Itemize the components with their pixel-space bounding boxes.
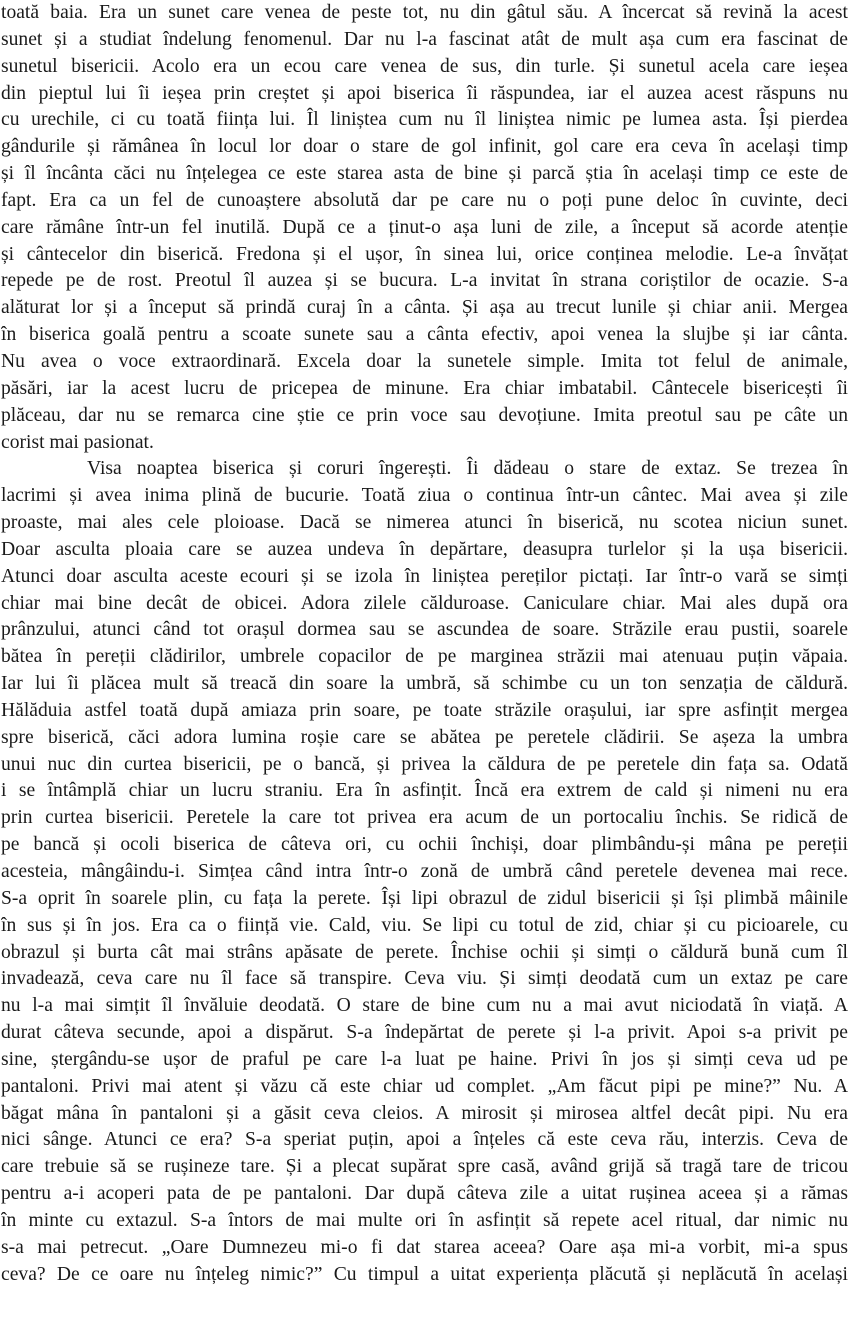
- text-line: Iar lui îi plăcea mult să treacă din soare la umbră, să schimbe cu un ton senzația de căldură.: [1, 673, 848, 695]
- text-line: pentru a-i acoperi pata de pe pantaloni. Dar după câteva zile a uitat rușinea aceea și a rămas: [1, 1183, 848, 1205]
- text-line: care trebuie să se rușineze tare. Și a plecat supărat spre casă, având grijă să tragă tare de tricou: [1, 1156, 848, 1178]
- text-line: toată baia. Era un sunet care venea de peste tot, nu din gâtul său. A încercat să revină la acest: [1, 2, 848, 23]
- book-page: [1, 0, 848, 1320]
- text-line: care rămâne într-un fel inutilă. După ce a ținut-o așa luni de zile, a început să acorde atenție: [1, 216, 848, 238]
- text-line: proaste, mai ales cele ploioase. Dacă se nimerea atunci în biserică, nu scotea niciun sunet.: [1, 512, 848, 534]
- text-line: în biserica goală pentru a scoate sunete sau a cânta efectiv, apoi venea la slujbe și iar cânta.: [1, 324, 848, 346]
- text-line: acesteia, mângâindu-i. Simțea când intra într-o zonă de umbră când peretele devenea mai rece.: [1, 861, 848, 882]
- text-line: chiar mai bine decât de obicei. Adora zilele călduroase. Caniculare chiar. Mai ales după ora: [1, 592, 848, 614]
- text-line: și îl încânta căci nu înțelegea ce este starea asta de bine și parcă știa în același timp ce este de: [1, 163, 848, 185]
- text-line: păsări, iar la acest lucru de pricepea de minune. Era chiar imbatabil. Cântecele bisericești îi: [1, 377, 848, 399]
- text-line: prin curtea bisericii. Peretele la care tot privea era acum de un portocaliu închis. Se ridică de: [1, 807, 848, 829]
- text-line: bătea în pereții clădirilor, umbrele copacilor de pe marginea străzii mai atenuau puțin văpaia.: [1, 646, 848, 668]
- page-body-text: [1, 0, 848, 1289]
- text-line: băgat mâna în pantaloni și a găsit ceva cleios. A mirosit și mirosea altfel decât pipi. Nu era: [1, 1102, 848, 1124]
- text-line: sunetul bisericii. Acolo era un ecou care venea de sus, din turle. Și sunetul acela care ieșea: [1, 55, 848, 77]
- text-line: Nu avea o voce extraordinară. Excela doar la sunetele simple. Imita tot felul de animale,: [1, 350, 848, 372]
- text-line: Atunci doar asculta aceste ecouri și se izola în liniștea pereților pictați. Iar într-o vară se simți: [1, 565, 848, 587]
- text-line: sunet și a studiat îndelung fenomenul. Dar nu l-a fascinat atât de mult așa cum era fascinat de: [1, 28, 848, 50]
- text-line: și cântecelor din biserică. Fredona și el ușor, în sinea lui, orice conținea melodie. Le-a învățat: [1, 243, 848, 265]
- paragraph: [1, 0, 848, 456]
- text-line: durat câteva secunde, apoi a dispărut. S-a îndepărtat de perete și l-a privit. Apoi s-a privit pe: [1, 1022, 848, 1044]
- text-line: din pieptul lui îi ieșea prin creștet și apoi biserica îi răspundea, iar el auzea acest răspuns nu: [1, 82, 848, 104]
- text-line: corist mai pasionat.: [1, 431, 154, 453]
- text-line: invadează, ceva care nu îl face să transpire. Ceva viu. Și simți deodată cum un extaz pe care: [1, 968, 848, 990]
- text-line: Hălăduia astfel toată după amiaza prin soare, pe toate străzile orașului, iar spre asfințit mergea: [1, 699, 848, 721]
- text-line: pantaloni. Privi mai atent și văzu că este chiar ud complet. „Am făcut pipi pe mine?” Nu. A: [1, 1075, 848, 1097]
- text-line: prânzului, atunci când tot orașul dormea sau se ascundea de soare. Străzile erau pustii, soarele: [1, 619, 848, 641]
- text-line: pe bancă și ocoli biserica de câteva ori, cu ochii închiși, doar plimbându-și mâna pe pereții: [1, 834, 848, 856]
- text-line: în sus și în jos. Era ca o ființă vie. Cald, viu. Se lipi cu totul de zid, chiar și cu picioarele, cu: [1, 914, 848, 936]
- text-line: spre biserică, căci adora lumina roșie care se abătea pe peretele clădirii. Se așeza la umbra: [1, 726, 848, 748]
- text-line: nu l-a mai simțit îl învăluie deodată. O stare de bine cum nu a mai avut niciodată în viață. A: [1, 995, 848, 1017]
- text-line: cu urechile, ci cu toată ființa lui. Îl liniștea cum nu îl liniștea nimic pe lumea asta. Își pierdea: [1, 109, 848, 131]
- text-line: în minte cu extazul. S-a întors de mai multe ori în asfințit să repete acel ritual, dar nimic nu: [1, 1209, 848, 1231]
- text-line: S-a oprit în soarele plin, cu fața la perete. Își lipi obrazul de zidul bisericii și își plimbă mâinile: [1, 887, 848, 909]
- text-line: plăceau, dar nu se remarca cine știe ce prin voce sau devoțiune. Imita preotul sau pe câte un: [1, 404, 848, 426]
- text-line: gândurile și rămânea în locul lor doar o stare de gol infinit, gol care era ceva în același timp: [1, 136, 848, 158]
- text-line: obrazul și burta cât mai strâns apăsate de perete. Închise ochii și simți o căldură bună cum îl: [1, 941, 848, 963]
- text-line: Visa noaptea biserica și coruri îngerești. Îi dădeau o stare de extaz. Se trezea în: [87, 458, 848, 480]
- text-line: repede pe de rost. Preotul îl auzea și se bucura. L-a invitat în strana coriștilor de ocazie. S-a: [1, 270, 848, 292]
- text-line: fapt. Era ca un fel de cunoaștere absolută dar pe care nu o poți pune deloc în cuvinte, deci: [1, 189, 848, 211]
- text-line: lacrimi și avea inima plină de bucurie. Toată ziua o continua într-un cântec. Mai avea și zile: [1, 485, 848, 507]
- text-line: s-a mai petrecut. „Oare Dumnezeu mi-o fi dat starea aceea? Oare așa mi-a vorbit, mi-a spus: [1, 1236, 848, 1258]
- text-line: alăturat lor și a început să prindă curaj în a cânta. Și așa au trecut lunile și chiar anii. Mergea: [1, 297, 848, 319]
- text-line: ceva? De ce oare nu înțeleg nimic?” Cu timpul a uitat experiența plăcută și neplăcută în același: [1, 1263, 848, 1285]
- text-line: Doar asculta ploaia care se auzea undeva în depărtare, deasupra turlelor și la ușa bisericii.: [1, 538, 848, 560]
- text-line: unui nuc din curtea bisericii, pe o bancă, și privea la căldura de pe peretele din fața sa. Odată: [1, 753, 848, 775]
- text-line: sine, ștergându-se ușor de praful pe care l-a luat pe haine. Privi în jos și simți ceva ud pe: [1, 1048, 848, 1070]
- paragraph: [1, 456, 848, 1288]
- text-line: i se întâmplă chiar un lucru straniu. Era în asfințit. Încă era extrem de cald și nimeni nu era: [1, 780, 848, 802]
- text-line: nici sânge. Atunci ce era? S-a speriat puțin, apoi a înțeles că este ceva rău, interzis. Ceva de: [1, 1129, 848, 1151]
